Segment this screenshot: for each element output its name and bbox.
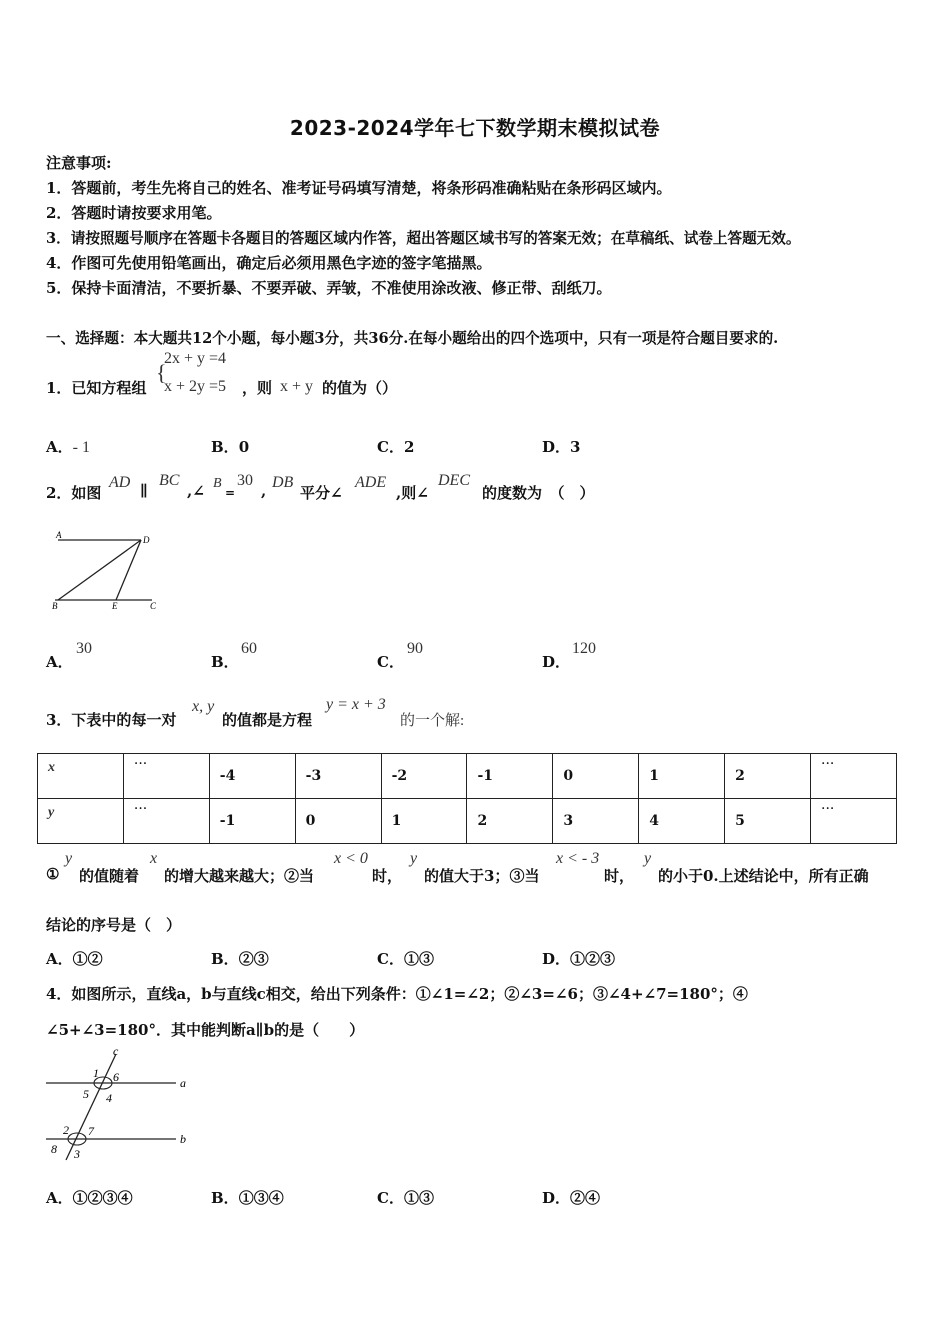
- q1-mid: ，则: [242, 379, 273, 397]
- q3-text-3: 的一个解:: [400, 713, 465, 729]
- q2-text-6: 的度数为 （ ）: [482, 484, 595, 502]
- q2-degree: 30: [237, 472, 253, 489]
- notice-item-1: 1．答题前，考生先将自己的姓名、准考证号码填写清楚，将条形码准确粘贴在条形码区域内。: [46, 179, 672, 197]
- q3-text-2: 的值都是方程: [222, 711, 313, 729]
- q3-y1: y: [65, 850, 73, 867]
- q2-text-2: ,∠: [187, 482, 205, 500]
- q2-figure: [48, 528, 163, 612]
- q2-fig-label-c: C: [150, 601, 157, 611]
- q3-cell: -4: [209, 754, 295, 799]
- q4-option-b: B．①③④: [211, 1189, 284, 1207]
- q3-cell: 3: [553, 799, 639, 844]
- q2-bc: BC: [159, 472, 180, 489]
- q3-x1: x: [150, 850, 158, 867]
- q3-table: [37, 753, 897, 844]
- q3-s4: 时，: [372, 867, 403, 885]
- q3-cell: ···: [123, 754, 209, 799]
- q4-fig-label-6: 6: [113, 1070, 119, 1084]
- q2-ade: ADE: [355, 474, 387, 491]
- q1-option-a: A．- 1: [46, 438, 90, 456]
- q3-statements: [46, 850, 926, 885]
- q4-option-d: D．②④: [542, 1189, 601, 1207]
- q4-fig-label-c: c: [113, 1046, 119, 1058]
- q3-cell: x: [38, 754, 124, 799]
- q3-cell: y: [38, 799, 124, 844]
- q3-cell: -1: [467, 754, 553, 799]
- q3-text-1: 3．下表中的每一对: [46, 711, 177, 729]
- q1-option-d: D．3: [542, 438, 581, 456]
- q4-fig-label-2: 2: [63, 1123, 69, 1137]
- notice-item-4: 4．作图可先使用铅笔画出，确定后必须用黑色字迹的签字笔描黑。: [46, 254, 492, 272]
- q3-table-row-y: [38, 799, 897, 844]
- q4-figure: [44, 1046, 194, 1164]
- q2-fig-label-b: B: [52, 601, 58, 611]
- q3-cell: 4: [639, 799, 725, 844]
- q2-fig-label-d: D: [143, 535, 150, 545]
- q3-cell: 0: [295, 799, 381, 844]
- q4-line-1: 4．如图所示，直线a，b与直线c相交，给出下列条件：①∠1=∠2；②∠3=∠6；③∠4+∠7=180°；④: [46, 985, 748, 1003]
- q3-y3: y: [644, 850, 652, 867]
- question-2: [46, 472, 926, 502]
- q4-fig-label-a: a: [180, 1076, 186, 1090]
- q3-cell: ···: [811, 754, 897, 799]
- q3-cell: -1: [209, 799, 295, 844]
- q3-s2: 的值随着: [79, 867, 140, 885]
- q3-cond-1: x < 0: [334, 850, 368, 867]
- q4-fig-label-8: 8: [51, 1142, 57, 1156]
- notice-item-2: 2．答题时请按要求用笔。: [46, 204, 222, 222]
- q4-fig-label-1: 1: [93, 1066, 99, 1080]
- notice-item-3: 3．请按照题号顺序在答题卡各题目的答题区域内作答，超出答题区域书写的答案无效；在草稿纸、试卷上答题无效。: [46, 230, 801, 247]
- q1-equation-2: x + 2y =5: [164, 378, 227, 395]
- q2-parallel: ∥: [140, 482, 148, 500]
- q2-dec: DEC: [438, 472, 470, 489]
- q3-equation: y = x + 3: [326, 696, 386, 713]
- q1-equation-1: 2x + y =4: [164, 350, 227, 367]
- q2-b: B: [213, 476, 222, 491]
- q3-cell: -3: [295, 754, 381, 799]
- q4-option-c: C．①③: [377, 1189, 434, 1207]
- q4-fig-label-7: 7: [88, 1124, 94, 1138]
- q3-option-d: D．①②③: [542, 950, 616, 968]
- q1-prefix: 1．已知方程组: [46, 379, 147, 397]
- q4-fig-label-5: 5: [83, 1087, 89, 1101]
- q3-cell: ···: [123, 799, 209, 844]
- q3-cell: 1: [381, 799, 467, 844]
- q2-ad: AD: [109, 474, 131, 491]
- q1-expression: x + y: [280, 378, 314, 395]
- q3-option-a: A．①②: [46, 950, 103, 968]
- q1-option-c: C．2: [377, 438, 415, 456]
- q2-text-3: ,: [261, 482, 267, 500]
- q4-line-2: ∠5+∠3=180°．其中能判断a∥b的是（ ）: [46, 1021, 365, 1039]
- q1-option-b: B．0: [211, 438, 250, 456]
- q3-cond-2: x < - 3: [556, 850, 600, 867]
- q3-option-c: C．①③: [377, 950, 434, 968]
- q2-equals: =: [225, 486, 236, 500]
- q3-cell: 5: [725, 799, 811, 844]
- q4-fig-label-3: 3: [74, 1147, 80, 1161]
- q2-text-1: 2．如图: [46, 484, 102, 502]
- section-heading: 一、选择题：本大题共12个小题，每小题3分，共36分.在每小题给出的四个选项中，只有一项是符合题目要求的.: [46, 330, 779, 347]
- q3-s5: 的值大于3；③当: [424, 867, 540, 885]
- page-title: 2023-2024学年七下数学期末模拟试卷: [289, 116, 661, 140]
- q3-xy: x, y: [192, 698, 215, 715]
- q3-line-2: 结论的序号是（ ）: [46, 916, 182, 934]
- q3-cell: 1: [639, 754, 725, 799]
- q2-db: DB: [272, 474, 294, 491]
- q3-cell: 2: [725, 754, 811, 799]
- q3-s3: 的增大越来越大；②当: [164, 867, 315, 885]
- q3-s6: 时，: [604, 867, 635, 885]
- q4-option-a: A．①②③④: [46, 1189, 133, 1207]
- question-3: [46, 696, 926, 729]
- q2-fig-label-e: E: [112, 601, 118, 611]
- q1-brace: {: [156, 360, 167, 385]
- notice-heading: 注意事项:: [46, 154, 112, 172]
- q2-text-5: ,则∠: [396, 484, 429, 502]
- q3-y2: y: [410, 850, 418, 867]
- q3-s7: 的小于0.上述结论中，所有正确: [658, 867, 869, 885]
- q3-cell: 2: [467, 799, 553, 844]
- q3-s1: ①: [46, 865, 60, 883]
- q4-fig-label-b: b: [180, 1132, 186, 1146]
- q4-fig-label-4: 4: [106, 1091, 112, 1105]
- notice-item-5: 5．保持卡面清洁，不要折暴、不要弄破、弄皱，不准使用涂改液、修正带、刮纸刀。: [46, 279, 612, 297]
- q3-cell: 0: [553, 754, 639, 799]
- q2-text-4: 平分∠: [300, 484, 343, 502]
- q3-option-b: B．②③: [211, 950, 269, 968]
- q3-cell: -2: [381, 754, 467, 799]
- q1-suffix: 的值为（）: [322, 379, 398, 397]
- q3-cell: ···: [811, 799, 897, 844]
- q2-fig-label-a: A: [56, 530, 62, 540]
- q3-table-row-x: [38, 754, 897, 799]
